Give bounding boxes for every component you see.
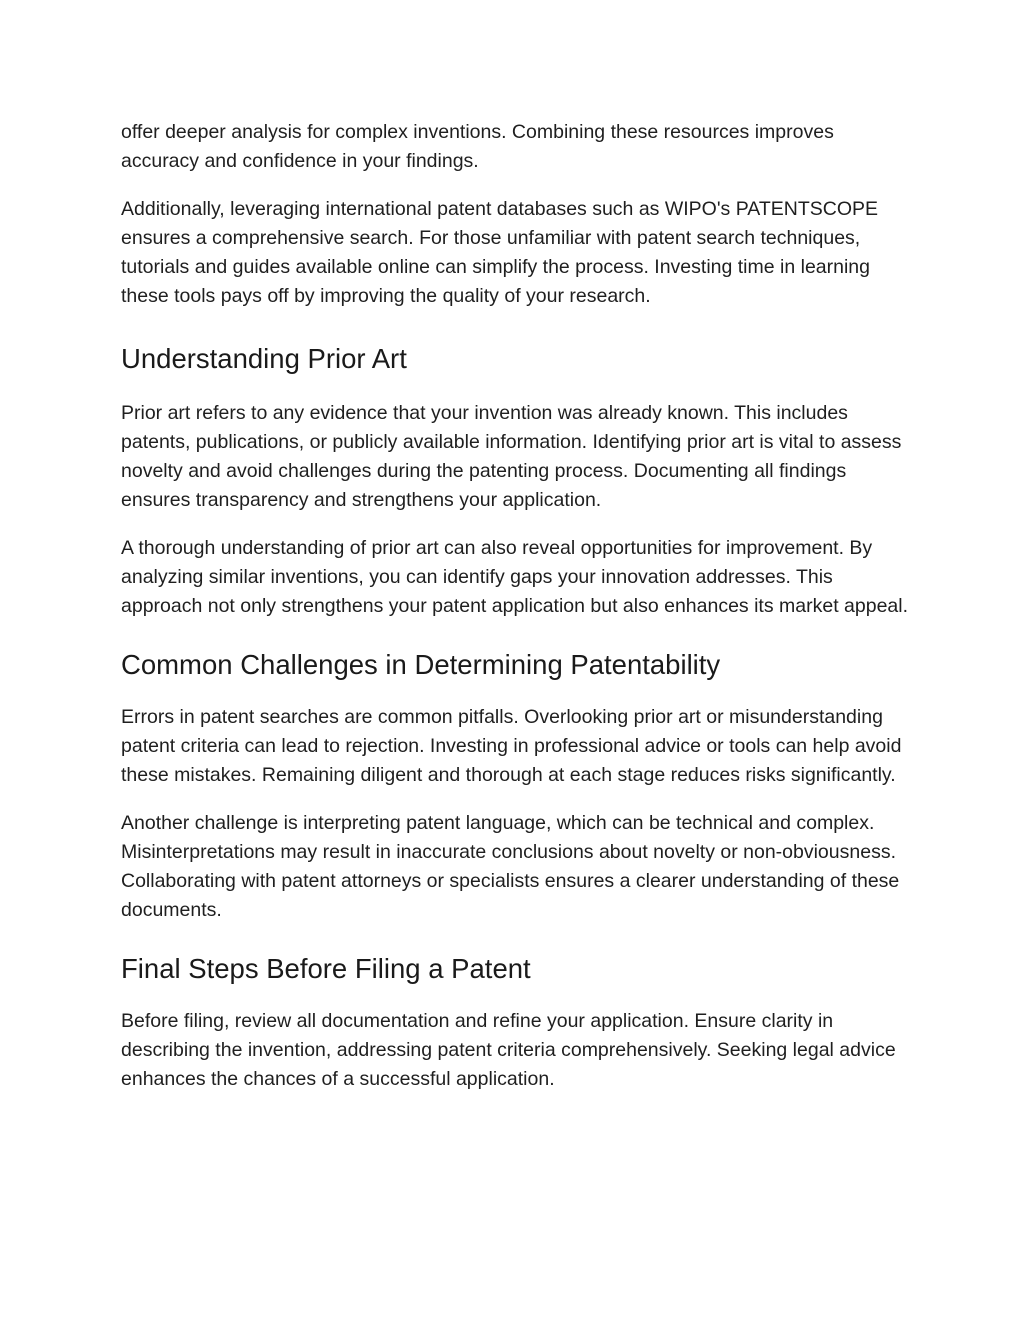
heading-understanding-prior-art: Understanding Prior Art [121,343,407,374]
heading-common-challenges: Common Challenges in Determining Patentability [121,649,721,680]
challenges-paragraph-1: Errors in patent searches are common pitfalls. Overlooking prior art or misunderstanding patent criteria can lead to rejection. Investing in professional advice or tools can help avoid these mistakes. Remaining diligent and thorough at each stage reduces risks significantly. [121,706,902,786]
heading-final-steps: Final Steps Before Filing a Patent [121,953,531,984]
challenges-paragraph-2: Another challenge is interpreting patent language, which can be technical and complex. Misinterpretations may result in inaccurate conclusions about novelty or non-obviousness. Collaborating with patent attorneys or specialists ensures a clearer understanding of these documents. [121,812,900,921]
final-steps-paragraph-1: Before filing, review all documentation and refine your application. Ensure clarity in describing the invention, addressing patent criteria comprehensively. Seeking legal advice enhances the chances of a successful application. [121,1010,896,1090]
intro-paragraph-1: offer deeper analysis for complex inventions. Combining these resources improves accuracy and confidence in your findings. [121,121,834,172]
prior-art-paragraph-2: A thorough understanding of prior art can also reveal opportunities for improvement. By analyzing similar inventions, you can identify gaps your innovation addresses. This approach not only strengthens your patent application but also enhances its market appeal. [121,537,909,617]
intro-paragraph-2: Additionally, leveraging international patent databases such as WIPO's PATENTSCOPE ensures a comprehensive search. For those unfamiliar with patent search techniques, tutorials and guides available online can simplify the process. Investing time in learning these tools pays off by improving the quality of your research. [121,198,879,307]
prior-art-paragraph-1: Prior art refers to any evidence that your invention was already known. This includes patents, publications, or publicly available information. Identifying prior art is vital to assess novelty and avoid challenges during the patenting process. Documenting all findings ensures transparency and strengthens your application. [121,402,902,511]
document-body [121,118,911,1113]
